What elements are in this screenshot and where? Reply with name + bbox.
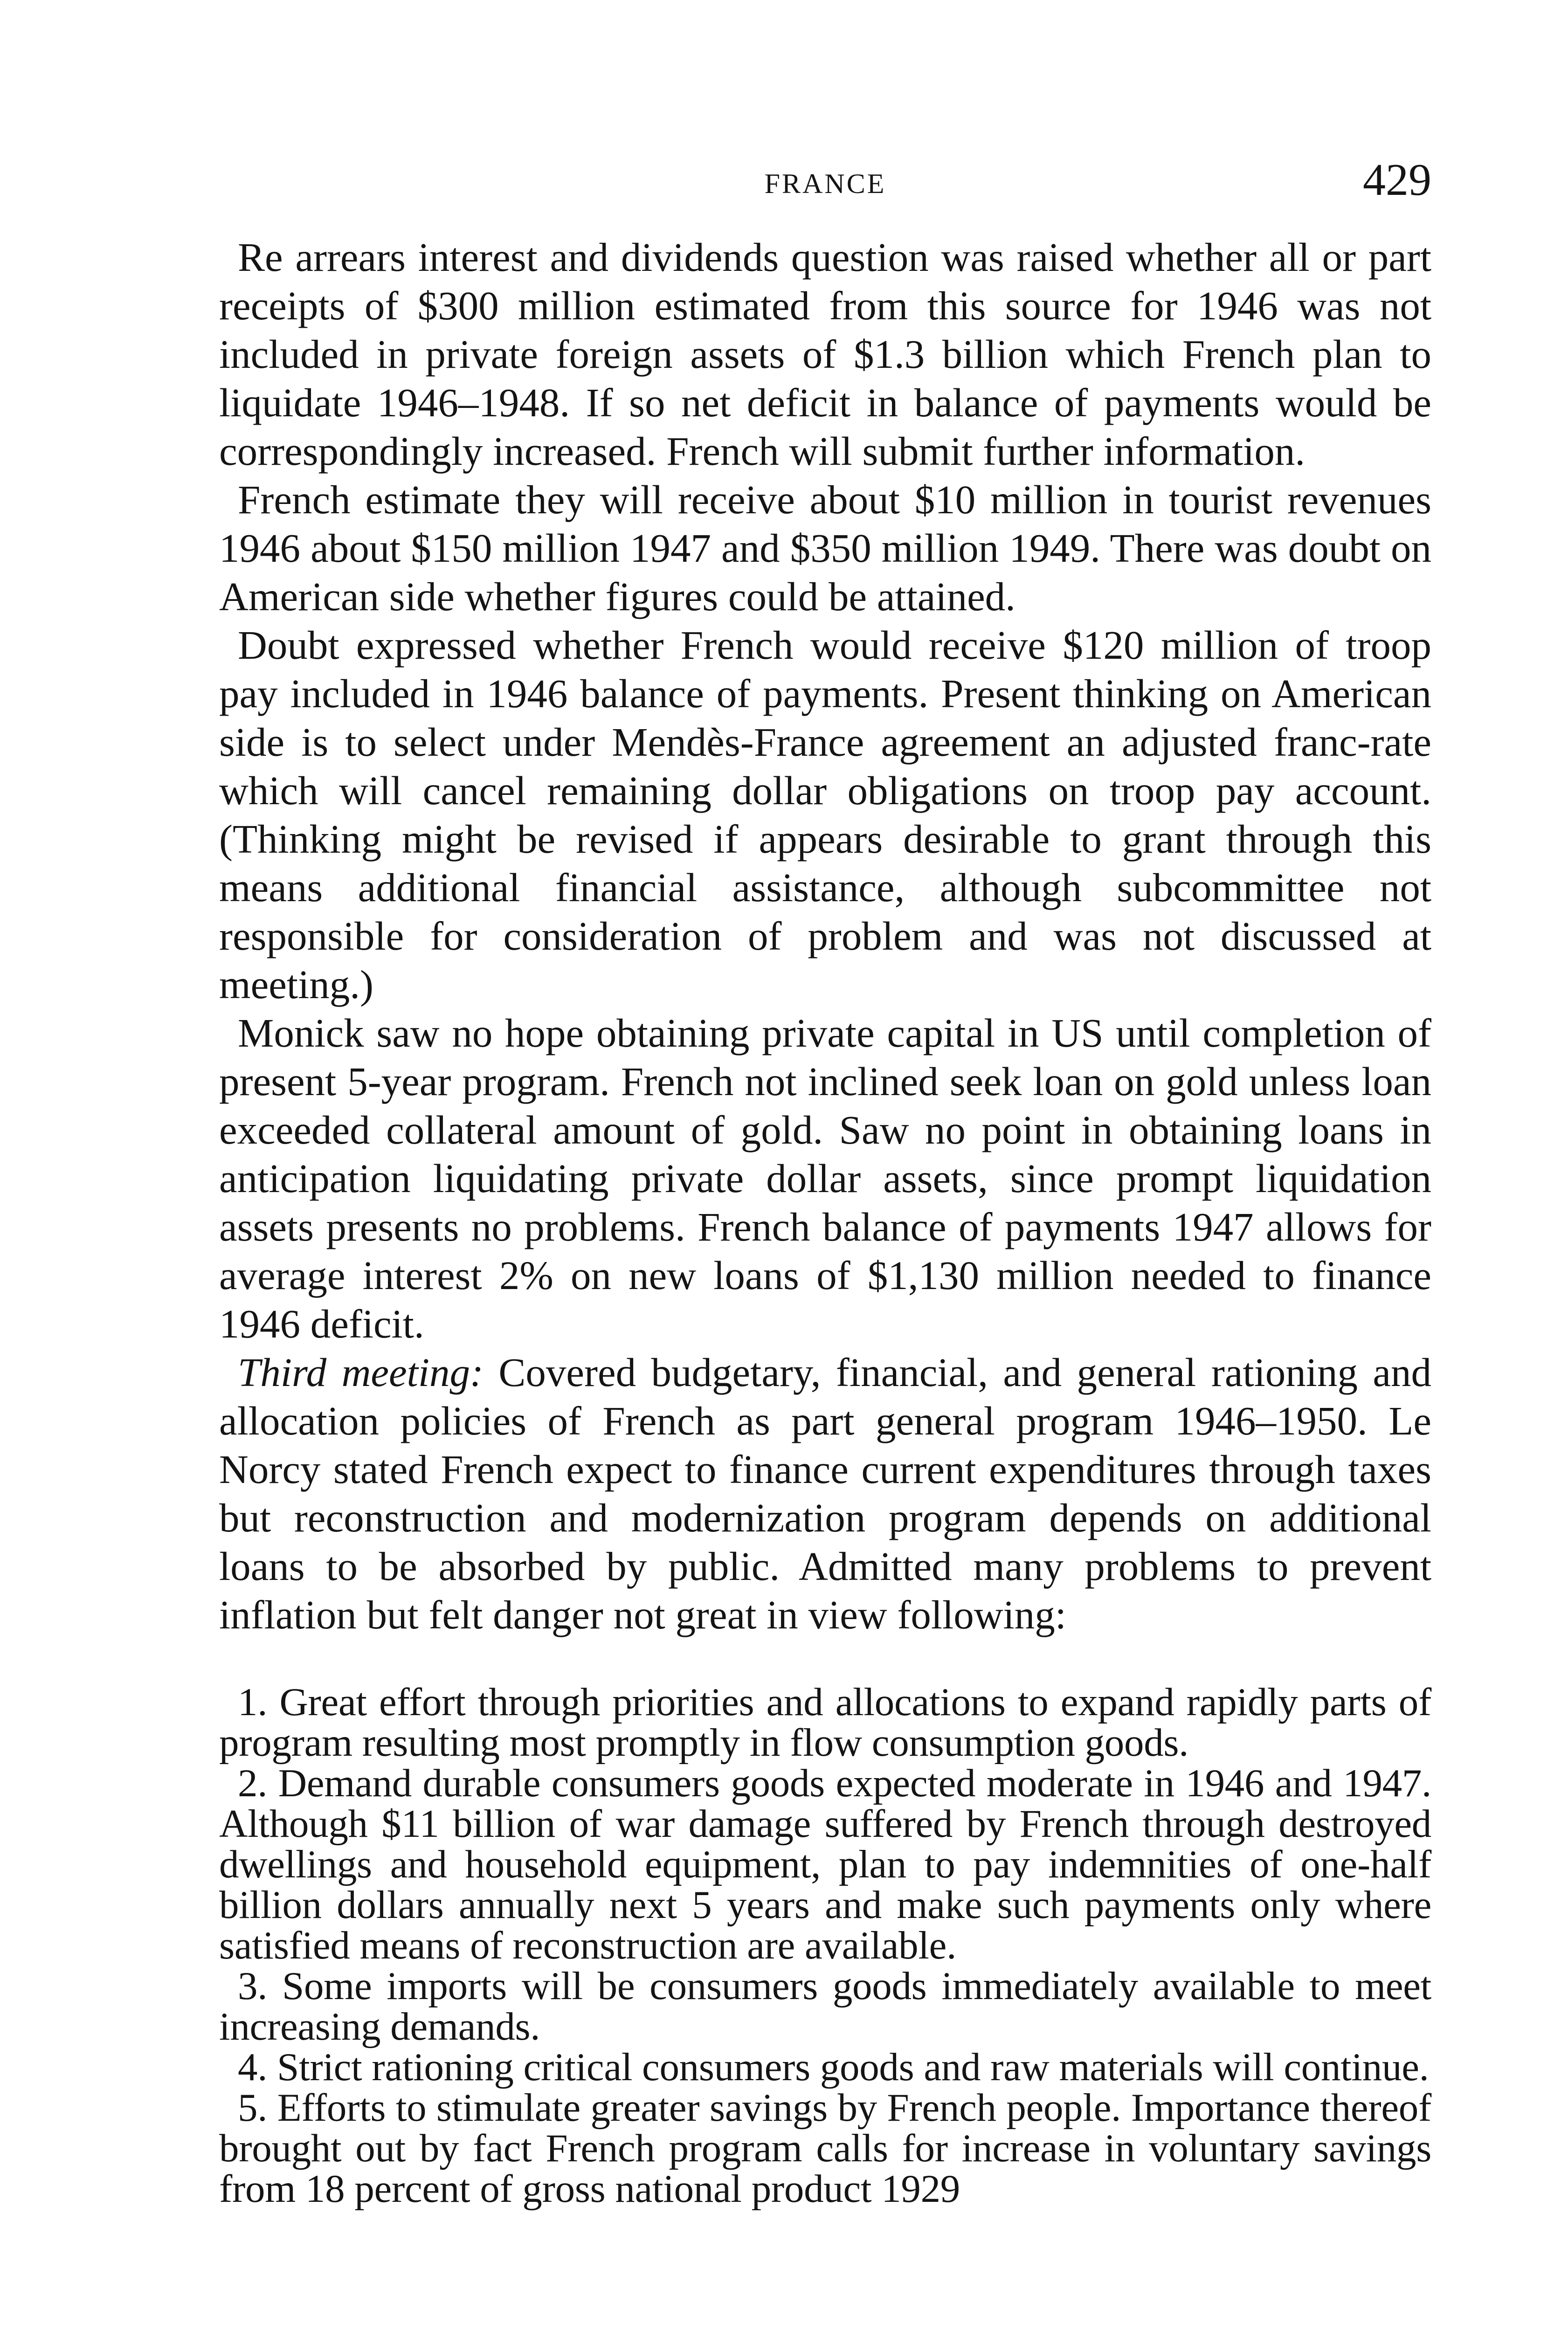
- numbered-list: [219, 1682, 1431, 2209]
- paragraph-troop-pay: Doubt expressed whether French would receive $120 million of troop pay included in 1946 balance of payments. Present thinking on American side is to select under Mendès-France agreement an adjusted franc-rate which will cancel remaining dollar obligations on troop pay account. (Thinking might be revised if appears desirable to grant through this means additional financial assistance, although subcommittee not responsible for consideration of problem and was not discussed at meeting.): [219, 622, 1431, 1007]
- third-meeting-label: Third meeting:: [238, 1350, 484, 1395]
- running-header: [219, 154, 1431, 205]
- list-item: 5. Efforts to stimulate greater savings by French people. Importance thereof brought out by fact French program calls for increase in voluntary savings from 18 percent of gross national product 1929: [219, 2086, 1431, 2211]
- paragraph-private-capital: Monick saw no hope obtaining private capital in US until completion of present 5-year program. French not inclined seek loan on gold unless loan exceeded collateral amount of gold. Saw no point in obtaining loans in anticipation liquidating private dollar assets, since prompt liquidation assets presents no problems. French balance of payments 1947 allows for average interest 2% on new loans of $1,130 million needed to finance 1946 deficit.: [219, 1010, 1431, 1346]
- list-item: 4. Strict rationing critical consumers goods and raw materials will continue.: [238, 2045, 1429, 2089]
- body-text: [219, 233, 1431, 2209]
- page-number: 429: [1363, 155, 1431, 205]
- running-title: FRANCE: [764, 168, 886, 199]
- paragraph-tourist-revenues: French estimate they will receive about $10 million in tourist revenues 1946 about $150 million 1947 and $350 million 1949. There was doubt on American side whether figures could be attained.: [219, 477, 1431, 619]
- paragraph-arrears-interest: Re arrears interest and dividends question was raised whether all or part receipts of $300 million estimated from this source for 1946 was not included in private foreign assets of $1.3 billion which French plan to liquidate 1946–1948. If so net deficit in balance of payments would be correspondingly increased. French will submit further information.: [219, 234, 1431, 474]
- third-meeting-text: Covered budgetary, financial, and general rationing and allocation policies of French as part general program 1946–1950. Le Norcy stated French expect to finance current expenditures through taxes but reconstruction and modernization program depends on additional loans to be absorbed by public. Admitted many problems to prevent inflation but felt danger not great in view following:: [219, 1350, 1431, 1637]
- list-item: 3. Some imports will be consumers goods immediately available to meet increasing demands.: [219, 1964, 1431, 2048]
- list-item: 2. Demand durable consumers goods expected moderate in 1946 and 1947. Although $11 billion of war damage suffered by French through destroyed dwellings and household equipment, plan to pay indemnities of one-half billion dollars annually next 5 years and make such payments only where satisfied means of reconstruction are available.: [219, 1761, 1431, 1967]
- paragraph-third-meeting: [219, 1348, 1431, 1639]
- list-item: 1. Great effort through priorities and allocations to expand rapidly parts of program resulting most promptly in flow consumption goods.: [219, 1680, 1431, 1765]
